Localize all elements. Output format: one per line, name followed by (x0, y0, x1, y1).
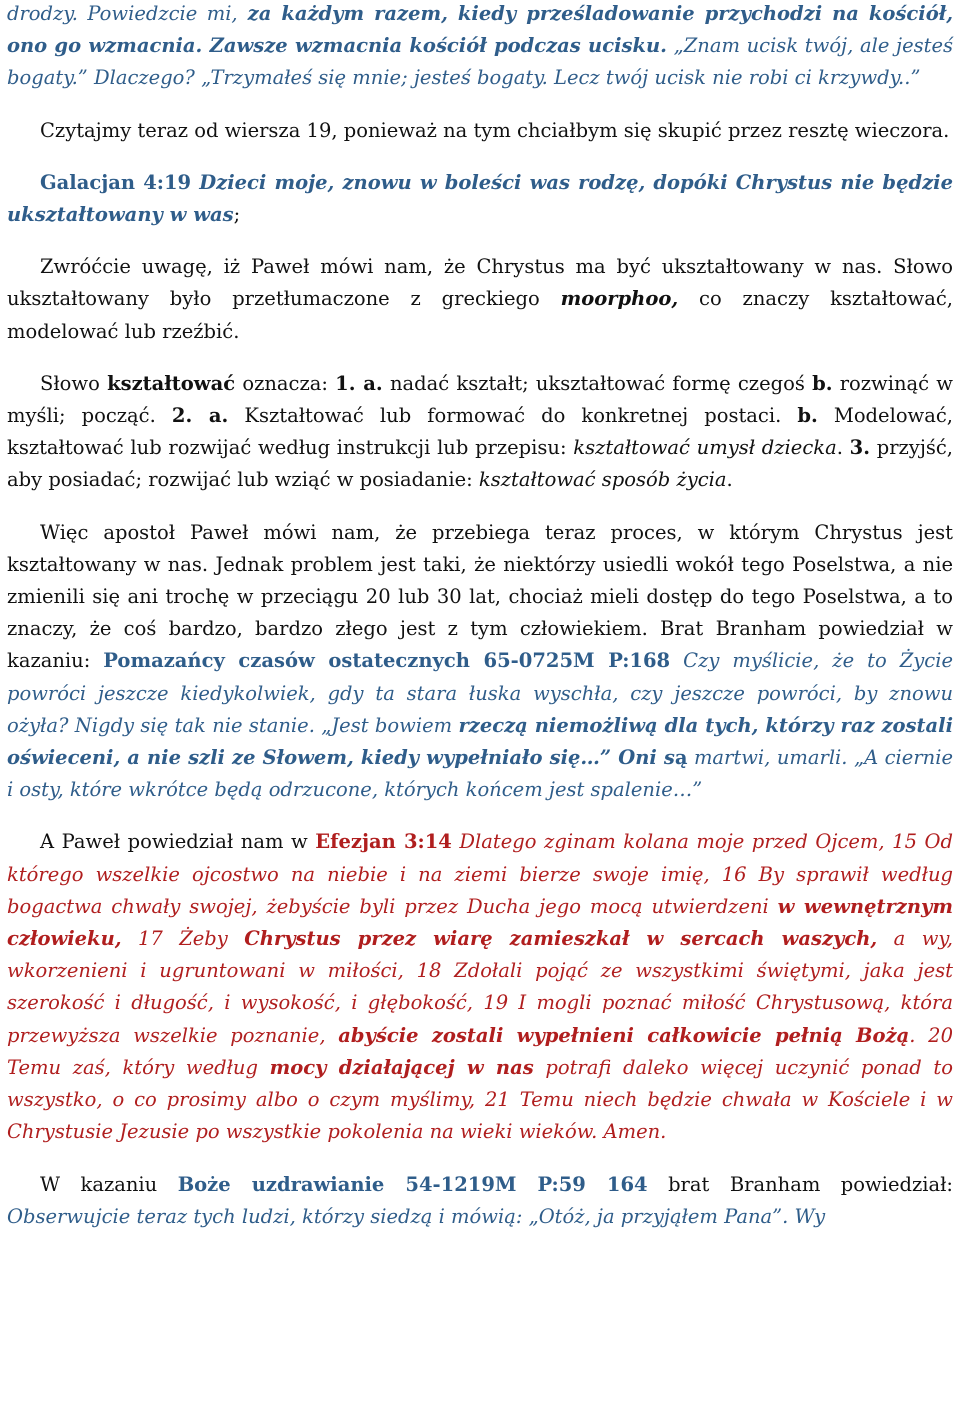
text-span: Więc apostoł Paweł mówi nam, że przebiega teraz proces, w którym Chrystus jest kształtowany w nas. Jednak problem jest taki, że niektórzy usiedli wokół tego Poselstwa, a nie zmienili się ani trochę w przeciągu 20 lub 30 lat, chociaż mieli dostęp do tego Poselstwa, a to znaczy, że coś bardzo, bardzo złego jest z tym człowiekiem. Brat Branham powiedział w kazaniu: (7, 520, 953, 673)
text-span: oznacza: (235, 371, 336, 395)
text-span: 17 Żeby (121, 927, 245, 951)
paragraph-1 (7, 0, 953, 95)
text-span: . 20 Temu zaś, który według (7, 1023, 953, 1079)
text-span: w wewnętrznym człowieku, (7, 894, 953, 951)
sermon-reference: Pomazańcy czasów ostatecznych 65-0725M P:168 (103, 649, 671, 673)
text-span: Zwróćcie uwagę, iż Paweł mówi nam, że Chrystus ma być ukształtowany w nas. Słowo ukształtowany było przetłumaczone z greckiego (7, 255, 953, 311)
text-span: Czytajmy teraz od wiersza 19, ponieważ na tym chciałbym się skupić przez resztę wieczora. (40, 118, 950, 142)
text-span: kształtować umysł dziecka (573, 436, 837, 460)
text-span: Obserwujcie teraz tych ludzi, którzy siedzą i mówią: „Otóż, ja przyjąłem Pana”. Wy (7, 1204, 826, 1228)
text-span: . (726, 468, 733, 492)
text-span: ; (233, 203, 241, 227)
text-span: b. (812, 371, 833, 395)
paragraph-4 (7, 251, 953, 348)
text-span: brat Branham powiedział: (647, 1172, 953, 1196)
text-span: a wy, wkorzenieni i ugruntowani w miłości, 18 Zdołali pojąć ze wszystkimi świętymi, jaka jest szerokość i długość, i wysokość, i głębokość, 19 I mogli poznać miłość Chrystusową, która przewyższa wszelkie poznanie, (7, 927, 954, 1047)
paragraph-6 (7, 517, 953, 807)
text-span: abyście zostali wypełnieni całkowicie pełnią Bożą (338, 1023, 910, 1047)
text-span: Słowo (40, 371, 108, 395)
sermon-reference: Boże uzdrawianie 54-1219M P:59 164 (177, 1172, 648, 1196)
text-span: martwi, umarli. „A ciernie i osty, które wkrótce będą odrzucone, których końcem jest spalenie…” (7, 746, 953, 802)
text-span: potrafi daleko więcej uczynić ponad to wszystko, o co prosimy albo o czym myślimy, 21 Temu niech będzie chwała w Kościele i w Chrystusie Jezusie po wszystkie pokolenia na wieki wieków. Amen. (7, 1055, 954, 1144)
text-span: ą (674, 746, 688, 770)
text-span: za każdym razem, kiedy prześladowanie przychodzi na kościół, ono go wzmacnia. (7, 2, 953, 58)
text-span: co znaczy kształtować, modelować lub rzeźbić. (7, 287, 953, 343)
text-span: przyjść, aby posiadać; rozwijać lub wziąć w posiadanie: (7, 436, 953, 492)
paragraph-8 (7, 1169, 953, 1233)
scripture-quote: Dzieci moje, znowu w boleści was rodzę, dopóki Chrystus nie będzie ukształtowany w was (7, 170, 953, 227)
text-span: Chrystus przez wiarę zamieszkał w sercach waszych, (244, 927, 878, 951)
text-span: „Znam ucisk twój, ale jesteś bogaty.” (7, 34, 953, 90)
text-span: 3. (849, 436, 870, 460)
text-span: mocy działającej w nas (269, 1055, 534, 1079)
text-span: Dlatego zginam kolana moje przed Ojcem, 15 Od którego wszelkie ojcostwo na niebie i na ziemi bierze swoje imię, 16 By sprawił według bogactwa chwały swojej, żebyście byli przez Ducha jego mocą utwierdzeni (7, 830, 953, 918)
text-span: . (836, 436, 850, 460)
text-span: nadać kształt; ukształtować formę czegoś (382, 371, 813, 395)
text-span: W kazaniu (40, 1172, 178, 1196)
paragraph-2 (7, 115, 953, 147)
definition-paragraph (7, 368, 953, 497)
text-span: kształtować (107, 371, 236, 395)
text-span: kształtować sposób życia (478, 468, 727, 492)
text-span: drodzy. Powiedzcie mi, (7, 2, 238, 25)
text-span: Modelować, kształtować lub rozwijać według instrukcji lub przepisu: (7, 404, 953, 460)
text-span: Kształtować lub formować do konkretnej postaci. (228, 404, 798, 428)
text-span: 1. a. (335, 371, 383, 395)
text-span: Zawsze wzmacnia kościół podczas ucisku. (202, 34, 667, 58)
scripture-galatians (7, 167, 953, 231)
text-span: Czy myślicie, że to Życie powróci jeszcze kiedykolwiek, gdy ta stara łuska wyschła, czy jeszcze powróci, by znowu ożyła? Nigdy się tak nie stanie. „Jest bowiem (7, 649, 953, 737)
text-span: A Paweł powiedział nam w (40, 830, 316, 854)
text-span: 2. a. (171, 404, 229, 428)
text-span: b. (797, 404, 818, 428)
text-span: Dlaczego? „Trzymałeś się mnie; jesteś bogaty. Lecz twój ucisk nie robi ci krzywdy..” (87, 66, 921, 90)
scripture-reference: Efezjan 3:14 (315, 830, 452, 854)
text-span: moorphoo, (560, 287, 679, 311)
text-span: rzeczą niemożliwą dla tych, którzy raz zostali oświeceni, a nie szli ze Słowem, kiedy wypełniało się…” Oni s (7, 713, 953, 770)
scripture-ephesians (7, 826, 953, 1148)
scripture-reference: Galacjan 4:19 (40, 170, 192, 194)
text-span: rozwinąć w myśli; począć. (7, 371, 953, 428)
